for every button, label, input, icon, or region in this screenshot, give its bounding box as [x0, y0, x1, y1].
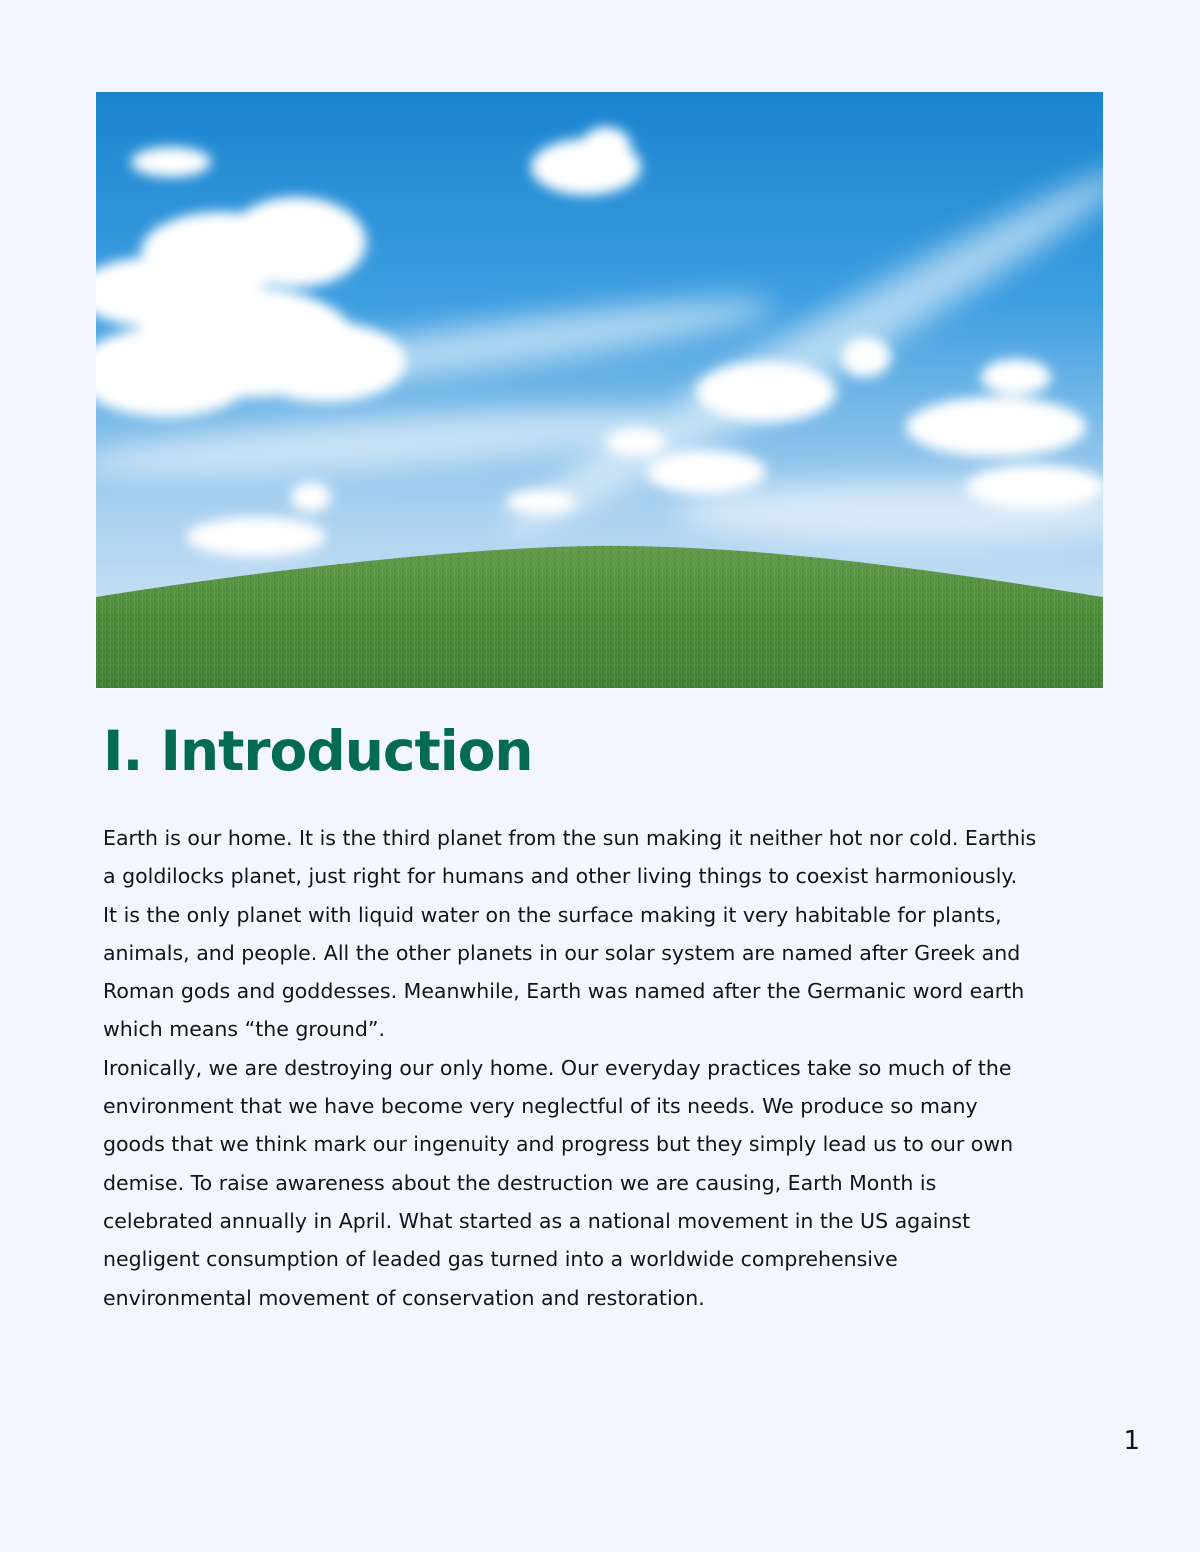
paragraph-line: Ironically, we are destroying our only home. Our everyday practices take so much of the: [103, 1055, 1012, 1080]
paragraph-line: environment that we have become very neglectful of its needs. We produce so many: [103, 1094, 978, 1119]
paragraph-line: animals, and people. All the other planets in our solar system are named after Greek and: [103, 940, 1021, 965]
intro-paragraph: [103, 819, 1103, 1317]
paragraph-line: Earth is our home. It is the third planet from the sun making it neither hot nor cold. Earthis: [103, 826, 1037, 850]
paragraph-line: negligent consumption of leaded gas turned into a worldwide comprehensive: [103, 1247, 898, 1272]
paragraph-line: environmental movement of conservation and restoration.: [103, 1285, 705, 1310]
paragraph-line: demise. To raise awareness about the destruction we are causing, Earth Month is: [103, 1170, 937, 1195]
page-title: I. Introduction: [103, 719, 533, 783]
hero-image: [96, 92, 1103, 688]
paragraph-line: It is the only planet with liquid water on the surface making it very habitable for plants,: [103, 902, 1002, 927]
paragraph-line: goods that we think mark our ingenuity and progress but they simply lead us to our own: [103, 1132, 1014, 1157]
paragraph-line: which means “the ground”.: [103, 1017, 386, 1042]
page-number: 1: [1123, 1426, 1140, 1456]
paragraph-line: Roman gods and goddesses. Meanwhile, Earth was named after the Germanic word earth: [103, 979, 1025, 1004]
paragraph-line: a goldilocks planet, just right for humans and other living things to coexist harmoniously.: [103, 864, 1018, 889]
paragraph-line: celebrated annually in April. What started as a national movement in the US against: [103, 1208, 971, 1233]
sky-and-grass-hill-photo-icon: [96, 92, 1103, 688]
